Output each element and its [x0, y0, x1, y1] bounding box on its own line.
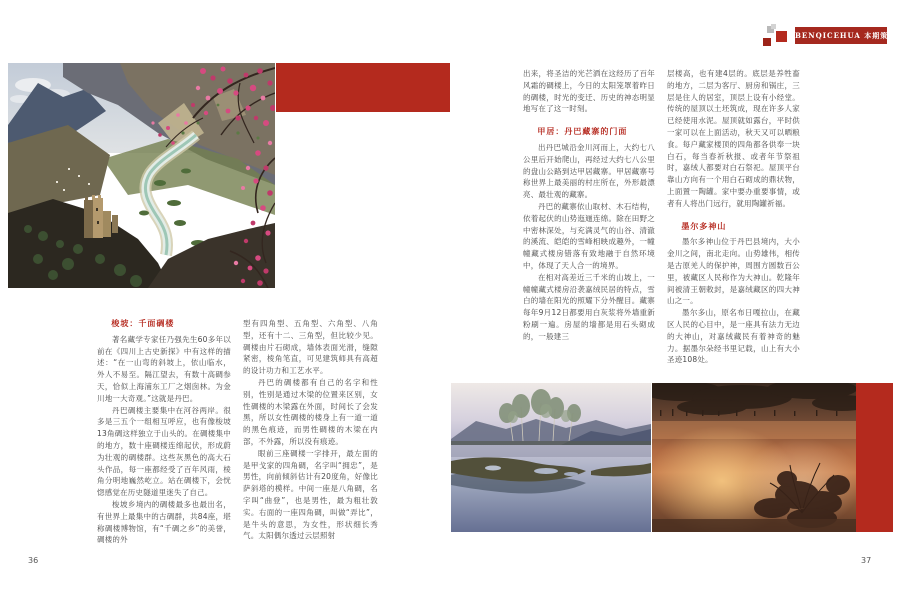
paragraph: 丹巴碉楼主要集中在河谷两岸。很多是三五个一组相互呼应，也有像梭坡13角碉这样独立于山头的。在碉楼集中的地方，数十座碉楼连绵起伏，形成蔚为壮观的碉楼群。这些灰黑色的高大石头作品，每一座都经受了百年风雨，棱角分明地巍然屹立。站在碉楼下，会恍惚感觉在历史隧道里迷失了自己。: [97, 405, 231, 498]
right-column-2: [667, 68, 800, 366]
paragraph: 在相对高差近三千米的山坡上，一幢幢藏式楼房沿袭嘉绒民居的特点，雪白的墙在阳光的照耀下分外醒目。藏寨每年9月12日都要用白灰浆将外墙重新粉刷一遍。房屋的墙都是用石头砌成的，一般建三: [523, 272, 655, 341]
paragraph: 梭坡乡境内的碉楼最多也最出名，有世界上最集中的古碉群，共84座，堪称碉楼博物馆，有“千碉之乡”的美誉，碉楼的外: [97, 499, 231, 545]
section-heading-jiaju: 甲居：丹巴藏寨的门面: [537, 127, 628, 137]
paragraph: 墨尔多神山位于丹巴县境内，大小金川之间，南北走向。山势雄伟，相传是古原羌人的保护神，周围方圆数百公里，被藏区人民称作为大神山。乾隆年间被清王朝敕封，是嘉绒藏区的四大神山之一。: [667, 237, 800, 306]
golden-mist-photo: [652, 383, 856, 532]
left-column-1: [97, 318, 231, 546]
section-heading-moerduo: 墨尔多神山: [681, 221, 727, 231]
watchtower: [84, 195, 118, 238]
paragraph: 型有四角型、五角型、六角型、八角型，还有十二、三角型，但比较少见。碉楼由片石砌成，墙体表面光滑，缝隙紧密，棱角笔直，可见建筑师具有高超的设计功力和工艺水平。: [243, 319, 378, 376]
paragraph: 著名藏学专家任乃强先生60多年以前在《四川上古史新探》中有这样的描述：“在一山弯的斜坡上，依山临水，外人不易至。隔江望去，有数十高碉参天，恰似上海浦东工厂之烟囱林。为金川地一大奇观。”这就是丹巴。: [97, 334, 231, 403]
magazine-section-banner: BENQICEHUA 本期策划: [795, 27, 887, 44]
paragraph: 出丹巴城沿金川河而上，大约七八公里后开始爬山，再经过大约七八公里的盘山公路到达甲居藏寨。甲居藏寨号称世界上最美丽的村庄所在，外形最漂亮、最壮观的藏寨。: [523, 142, 655, 200]
paragraph: 墨尔多山，原名布日嘎拉山，在藏区人民的心目中，是一座具有法力无边的大神山，对嘉绒藏民有着神奇的魅力。据墨尔朵经书里记载，山上有大小圣迹108处。: [667, 308, 800, 365]
page-number-right: 37: [861, 556, 872, 565]
paragraph: 层楼高，也有建4层的。底层是养牲畜的地方，二层为客厅、厨房和锅庄，三层是住人的居室，顶层上设有小经堂。传统的屋顶以土坯筑成，现在许多人家已经使用水泥。屋顶就如露台，平时供一家可以在上面活动，秋天又可以晒粮食。每户藏家楼顶的四角都各供奉一块白石，每当春祈秋报、或者年节祭祖时，嘉绒人都要对白石祭祀。屋顶平台靠山方向有一个用白石砌成的鼎状物，上面置一陶罐。家中要办重要事情，或者有人将出门远行，就用陶罐祈福。: [667, 69, 800, 208]
paragraph: 丹巴的藏寨依山取材、木石结构，依着起伏的山势迤逦连绵。除在田野之中密林深处，与充满灵气的山谷、清澈的溪流、皑皑的雪峰相映成趣外，一幢幢藏式楼房错落有致地融于自然环境中，体现了天人合一的境界。: [523, 201, 655, 270]
page-number-left: 36: [28, 556, 39, 565]
checker-square-lightgrey: [771, 24, 776, 29]
paragraph: 眼前三座碉楼一字排开，最左面的是甲戈家的四角碉，名字叫“拥忠”，是男性，向前倾斜估计有20度角，好像比萨斜塔的模样。中间一座是八角碉，名字叫“曲登”，也是男性，最为粗壮敦实。右面的一座四角碉，叫做“弄比”，是牛头的意思，为女性，形状细长秀气。太阳偶尔透过云层照射: [243, 448, 378, 541]
left-column-2: [243, 318, 378, 542]
checker-square-darkred: [763, 38, 771, 46]
wetland-twilight-photo: [451, 383, 651, 532]
section-heading-suopo: 梭坡：千面碉楼: [111, 319, 175, 328]
paragraph: 丹巴的碉楼都有自己的名字和性别，性别是通过木梁的位置来区别，女性碉楼的木梁露在外面，时间长了会发黑，所以女性碉楼的楼身上有一道一道的黑色痕迹，而男性碉楼的木梁在内部，不外露，所以没有痕迹。: [243, 377, 378, 446]
right-column-1: [523, 68, 655, 343]
right-page-red-block: [856, 383, 893, 532]
checker-square-red: [776, 31, 787, 42]
valley-blossom-photo: [8, 63, 275, 288]
left-page-red-banner: [276, 63, 450, 112]
paragraph: 出来，将圣洁的光芒洒在这经历了百年风霜的碉楼上，今日的太阳笼罩着昨日的碉楼，时光的变迁、历史的神态明显地写在了这一时刻。: [523, 69, 655, 114]
